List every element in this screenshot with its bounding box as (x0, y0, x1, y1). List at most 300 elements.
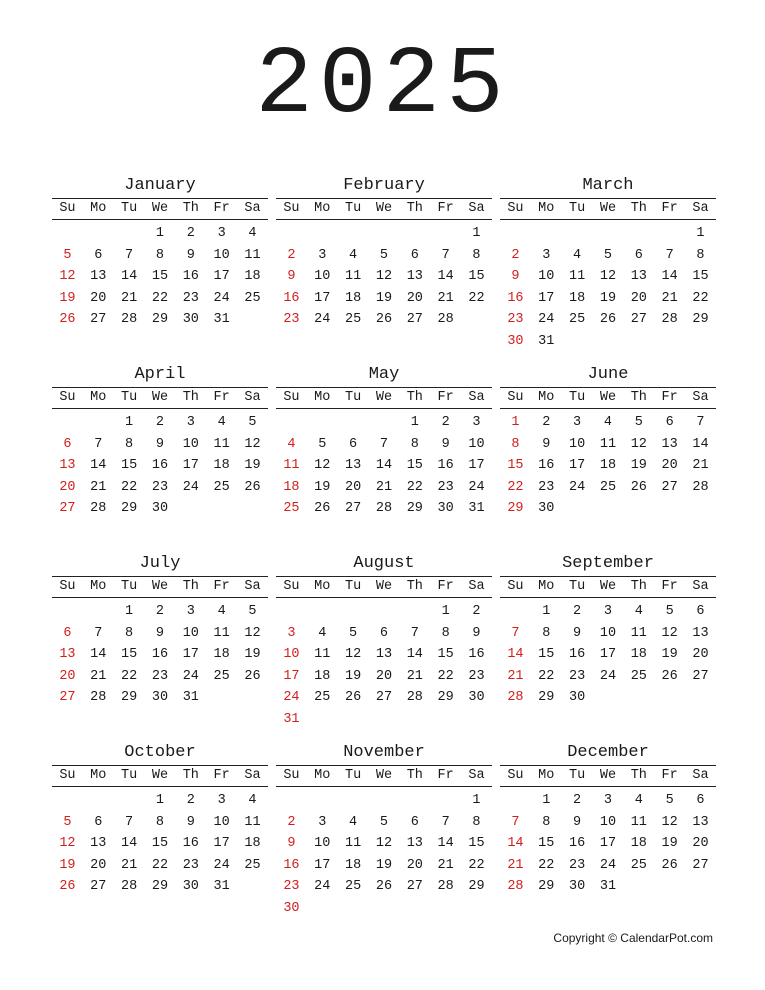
day-cell: 15 (121, 647, 138, 662)
day-cell: 23 (182, 290, 199, 306)
day-cell: 5 (379, 814, 388, 830)
day-cell: 28 (90, 501, 107, 516)
day-cell: 3 (318, 247, 327, 263)
month-october (52, 744, 268, 898)
weekday-label: We (151, 390, 169, 405)
weekday-label: Sa (244, 201, 261, 216)
weekday-header (276, 198, 492, 220)
day-cell: 5 (248, 415, 257, 430)
day-cell: 19 (661, 836, 678, 851)
day-cell: 13 (59, 458, 76, 473)
day-cell: 10 (182, 625, 199, 641)
day-cell: 29 (406, 501, 423, 516)
empty-cell (430, 790, 461, 812)
day-cell: 19 (375, 290, 393, 306)
day-cell: 7 (379, 436, 388, 452)
day-grid (500, 412, 716, 520)
day-cell: 14 (692, 436, 709, 452)
day-grid (276, 601, 492, 730)
day-cell: 11 (244, 247, 261, 263)
weekday-label: We (151, 579, 169, 594)
day-cell: 28 (90, 690, 107, 705)
day-cell: 27 (90, 312, 107, 327)
day-cell: 30 (569, 690, 586, 705)
day-cell: 23 (151, 479, 169, 495)
day-cell: 2 (155, 415, 164, 430)
day-cell: 14 (507, 836, 524, 851)
day-cell: 1 (472, 226, 481, 241)
day-cell: 28 (692, 479, 709, 495)
day-cell: 27 (406, 879, 423, 894)
empty-cell (399, 790, 430, 812)
day-cell: 9 (287, 269, 296, 284)
empty-cell (500, 601, 531, 623)
day-cell: 13 (630, 269, 647, 284)
day-cell: 30 (437, 501, 454, 516)
day-cell: 10 (283, 647, 300, 662)
day-cell: 11 (569, 269, 586, 284)
weekday-header (276, 576, 492, 598)
weekday-label: Fr (437, 579, 454, 594)
weekday-label: Tu (121, 201, 138, 216)
day-cell: 26 (244, 668, 261, 684)
day-cell: 22 (538, 668, 555, 684)
day-cell: 1 (696, 226, 705, 241)
empty-cell (52, 412, 83, 434)
day-cell: 23 (569, 668, 586, 684)
weekday-label: Mo (314, 579, 331, 594)
weekday-label: Fr (661, 579, 678, 594)
day-grid (276, 790, 492, 919)
day-cell: 28 (406, 690, 423, 705)
day-cell: 15 (406, 458, 423, 473)
day-cell: 18 (599, 458, 617, 473)
day-cell: 30 (507, 333, 524, 349)
day-cell: 13 (406, 269, 423, 284)
weekday-label: Th (182, 579, 199, 594)
day-cell: 25 (630, 857, 647, 873)
day-cell: 14 (121, 836, 138, 851)
weekday-label: Mo (90, 768, 107, 783)
day-cell: 21 (121, 857, 138, 873)
day-cell: 10 (538, 269, 555, 284)
day-cell: 6 (696, 604, 705, 619)
day-cell: 12 (661, 625, 678, 641)
empty-cell (307, 223, 338, 245)
month-june (500, 366, 716, 520)
empty-cell (276, 601, 307, 623)
day-cell: 28 (121, 879, 138, 894)
empty-cell (307, 601, 338, 623)
day-cell: 6 (63, 436, 72, 452)
day-cell: 29 (151, 879, 169, 894)
weekday-header (52, 387, 268, 409)
weekday-label: Tu (345, 579, 362, 594)
weekday-header (500, 576, 716, 598)
day-cell: 11 (345, 836, 362, 851)
day-cell: 27 (630, 312, 647, 327)
day-cell: 16 (151, 458, 169, 473)
day-cell: 19 (244, 647, 261, 662)
day-cell: 2 (573, 793, 582, 808)
day-cell: 6 (94, 814, 103, 830)
day-cell: 17 (283, 668, 300, 684)
day-cell: 22 (437, 668, 454, 684)
day-cell: 20 (630, 290, 647, 306)
day-cell: 26 (375, 312, 393, 327)
day-cell: 16 (507, 290, 524, 306)
day-cell: 23 (468, 668, 485, 684)
day-cell: 4 (248, 793, 257, 808)
day-cell: 8 (155, 247, 164, 263)
weekday-label: Th (182, 390, 199, 405)
day-cell: 8 (155, 814, 164, 830)
day-cell: 7 (696, 415, 705, 430)
day-cell: 3 (318, 814, 327, 830)
day-cell: 14 (507, 647, 524, 662)
day-cell: 13 (90, 269, 107, 284)
day-cell: 24 (599, 857, 617, 873)
day-cell: 26 (599, 312, 617, 327)
weekday-label: Su (283, 390, 300, 405)
day-cell: 17 (182, 647, 199, 662)
month-july (52, 555, 268, 709)
day-cell: 19 (375, 857, 393, 873)
day-cell: 12 (375, 836, 393, 851)
month-name: October (124, 743, 196, 762)
day-grid (500, 223, 716, 352)
day-cell: 20 (406, 857, 423, 873)
weekday-label: Th (630, 390, 647, 405)
month-name: July (139, 554, 181, 573)
day-cell: 9 (287, 836, 296, 851)
weekday-label: Mo (538, 768, 555, 783)
day-cell: 2 (186, 226, 195, 241)
weekday-label: Tu (121, 768, 138, 783)
day-cell: 31 (213, 879, 230, 894)
day-cell: 14 (406, 647, 423, 662)
day-cell: 24 (468, 479, 485, 495)
day-cell: 1 (542, 793, 551, 808)
day-grid (500, 601, 716, 709)
day-cell: 26 (661, 857, 678, 873)
day-cell: 21 (661, 290, 678, 306)
day-cell: 25 (345, 879, 362, 894)
empty-cell (500, 223, 531, 245)
day-cell: 9 (155, 436, 164, 452)
empty-cell (593, 223, 624, 245)
day-cell: 9 (573, 814, 582, 830)
day-cell: 22 (151, 290, 169, 306)
weekday-label: Tu (569, 579, 586, 594)
day-cell: 3 (217, 226, 226, 241)
weekday-label: Th (406, 768, 423, 783)
day-cell: 12 (345, 647, 362, 662)
day-cell: 24 (182, 668, 199, 684)
empty-cell (83, 790, 114, 812)
day-cell: 10 (468, 436, 485, 452)
day-cell: 5 (349, 625, 358, 641)
day-cell: 8 (472, 814, 481, 830)
day-cell: 24 (283, 690, 300, 705)
day-cell: 18 (213, 647, 230, 662)
day-cell: 25 (283, 501, 300, 516)
weekday-label: Tu (121, 390, 138, 405)
weekday-label: Sa (244, 390, 261, 405)
day-cell: 27 (59, 501, 76, 516)
day-cell: 23 (283, 312, 300, 327)
day-cell: 24 (182, 479, 199, 495)
day-cell: 16 (538, 458, 555, 473)
day-cell: 4 (634, 604, 643, 619)
empty-cell (531, 223, 562, 245)
day-cell: 4 (634, 793, 643, 808)
day-cell: 12 (244, 436, 261, 452)
day-cell: 11 (283, 458, 300, 473)
weekday-label: We (151, 768, 169, 783)
day-cell: 16 (283, 290, 300, 306)
day-cell: 17 (182, 458, 199, 473)
day-cell: 29 (468, 879, 485, 894)
day-cell: 9 (542, 436, 551, 452)
day-cell: 12 (244, 625, 261, 641)
day-cell: 22 (692, 290, 709, 306)
day-cell: 15 (538, 647, 555, 662)
day-cell: 15 (692, 269, 709, 284)
empty-cell (338, 601, 369, 623)
day-cell: 7 (410, 625, 419, 641)
day-cell: 26 (630, 479, 647, 495)
empty-cell (430, 223, 461, 245)
day-cell: 12 (59, 836, 76, 851)
empty-cell (276, 790, 307, 812)
day-cell: 30 (569, 879, 586, 894)
day-cell: 31 (468, 501, 485, 516)
day-cell: 28 (661, 312, 678, 327)
day-cell: 15 (507, 458, 524, 473)
day-cell: 21 (406, 668, 423, 684)
day-cell: 15 (151, 836, 169, 851)
day-cell: 28 (121, 312, 138, 327)
day-cell: 23 (182, 857, 199, 873)
day-cell: 3 (186, 604, 195, 619)
day-cell: 25 (630, 668, 647, 684)
weekday-label: Fr (661, 201, 678, 216)
empty-cell (83, 412, 114, 434)
month-name: June (587, 365, 629, 384)
day-cell: 27 (90, 879, 107, 894)
day-cell: 16 (468, 647, 485, 662)
weekday-label: Th (406, 579, 423, 594)
weekday-label: Fr (213, 768, 230, 783)
weekday-label: Su (283, 579, 300, 594)
day-cell: 13 (90, 836, 107, 851)
day-cell: 21 (121, 290, 138, 306)
day-cell: 27 (692, 668, 709, 684)
weekday-label: Fr (437, 768, 454, 783)
day-cell: 4 (217, 415, 226, 430)
month-name: December (567, 743, 649, 762)
weekday-label: Th (182, 768, 199, 783)
empty-cell (338, 790, 369, 812)
day-cell: 12 (630, 436, 647, 452)
weekday-label: Su (507, 579, 524, 594)
weekday-label: Sa (692, 768, 709, 783)
weekday-label: Fr (213, 579, 230, 594)
day-cell: 20 (59, 668, 76, 684)
day-cell: 27 (692, 857, 709, 873)
weekday-label: Su (283, 201, 300, 216)
weekday-label: Sa (468, 768, 485, 783)
day-cell: 23 (507, 312, 524, 327)
empty-cell (52, 790, 83, 812)
day-cell: 17 (213, 269, 230, 284)
day-cell: 7 (94, 436, 103, 452)
day-cell: 7 (125, 247, 134, 263)
day-cell: 10 (182, 436, 199, 452)
weekday-header (276, 387, 492, 409)
weekday-label: Su (507, 390, 524, 405)
day-cell: 18 (283, 479, 300, 495)
day-cell: 19 (244, 458, 261, 473)
day-cell: 12 (59, 269, 76, 284)
day-cell: 13 (692, 814, 709, 830)
day-cell: 20 (90, 290, 107, 306)
day-cell: 28 (507, 690, 524, 705)
day-cell: 1 (155, 793, 164, 808)
day-cell: 6 (696, 793, 705, 808)
weekday-label: We (599, 201, 617, 216)
empty-cell (276, 412, 307, 434)
day-cell: 16 (182, 269, 199, 284)
empty-cell (52, 601, 83, 623)
weekday-label: Tu (345, 201, 362, 216)
weekday-label: Su (59, 768, 76, 783)
day-cell: 4 (318, 625, 327, 641)
day-cell: 21 (437, 857, 454, 873)
empty-cell (399, 223, 430, 245)
day-cell: 29 (151, 312, 169, 327)
day-cell: 7 (441, 814, 450, 830)
day-cell: 18 (345, 290, 362, 306)
day-cell: 27 (375, 690, 393, 705)
day-grid (52, 790, 268, 898)
day-cell: 22 (151, 857, 169, 873)
empty-cell (114, 223, 145, 245)
day-cell: 25 (213, 479, 230, 495)
empty-cell (369, 412, 400, 434)
day-cell: 31 (182, 690, 199, 705)
day-cell: 29 (121, 690, 138, 705)
weekday-label: Mo (538, 390, 555, 405)
weekday-header (52, 765, 268, 787)
day-cell: 11 (213, 625, 230, 641)
weekday-label: Su (59, 390, 76, 405)
day-cell: 3 (603, 604, 612, 619)
day-cell: 15 (437, 647, 454, 662)
day-cell: 7 (665, 247, 674, 263)
month-august (276, 555, 492, 730)
weekday-label: Sa (244, 768, 261, 783)
day-cell: 9 (186, 814, 195, 830)
empty-cell (338, 223, 369, 245)
day-cell: 27 (59, 690, 76, 705)
month-may (276, 366, 492, 520)
day-cell: 1 (410, 415, 419, 430)
day-cell: 15 (538, 836, 555, 851)
day-cell: 4 (287, 436, 296, 452)
day-cell: 6 (94, 247, 103, 263)
weekday-label: We (151, 201, 169, 216)
day-cell: 13 (345, 458, 362, 473)
month-april (52, 366, 268, 520)
weekday-header (500, 198, 716, 220)
day-cell: 10 (213, 247, 230, 263)
day-cell: 24 (314, 312, 331, 327)
month-november (276, 744, 492, 919)
day-cell: 4 (573, 247, 582, 263)
day-cell: 22 (468, 290, 485, 306)
weekday-label: Mo (90, 201, 107, 216)
day-grid (276, 223, 492, 331)
weekday-label: Mo (538, 579, 555, 594)
day-cell: 21 (375, 479, 393, 495)
day-cell: 17 (468, 458, 485, 473)
day-cell: 10 (314, 269, 331, 284)
day-cell: 14 (437, 269, 454, 284)
month-september (500, 555, 716, 709)
day-cell: 16 (437, 458, 454, 473)
day-cell: 18 (630, 647, 647, 662)
day-cell: 24 (599, 668, 617, 684)
day-cell: 13 (406, 836, 423, 851)
empty-cell (369, 223, 400, 245)
day-cell: 19 (661, 647, 678, 662)
day-cell: 1 (155, 226, 164, 241)
empty-cell (276, 223, 307, 245)
empty-cell (369, 601, 400, 623)
day-cell: 11 (630, 625, 647, 641)
day-cell: 7 (511, 814, 520, 830)
day-cell: 11 (599, 436, 617, 452)
day-cell: 29 (538, 879, 555, 894)
day-cell: 10 (314, 836, 331, 851)
day-cell: 1 (542, 604, 551, 619)
day-cell: 15 (468, 269, 485, 284)
day-cell: 22 (507, 479, 524, 495)
day-cell: 6 (634, 247, 643, 263)
day-cell: 22 (121, 668, 138, 684)
day-cell: 6 (410, 814, 419, 830)
day-cell: 5 (603, 247, 612, 263)
day-cell: 18 (345, 857, 362, 873)
day-cell: 11 (213, 436, 230, 452)
weekday-label: We (599, 390, 617, 405)
empty-cell (369, 790, 400, 812)
weekday-label: Fr (437, 201, 454, 216)
day-cell: 17 (599, 836, 617, 851)
day-cell: 5 (665, 604, 674, 619)
day-cell: 11 (314, 647, 331, 662)
weekday-label: We (375, 390, 393, 405)
day-cell: 5 (63, 814, 72, 830)
day-cell: 5 (248, 604, 257, 619)
weekday-label: Mo (314, 768, 331, 783)
day-cell: 12 (599, 269, 617, 284)
day-cell: 15 (468, 836, 485, 851)
weekday-label: Mo (90, 579, 107, 594)
month-december (500, 744, 716, 898)
